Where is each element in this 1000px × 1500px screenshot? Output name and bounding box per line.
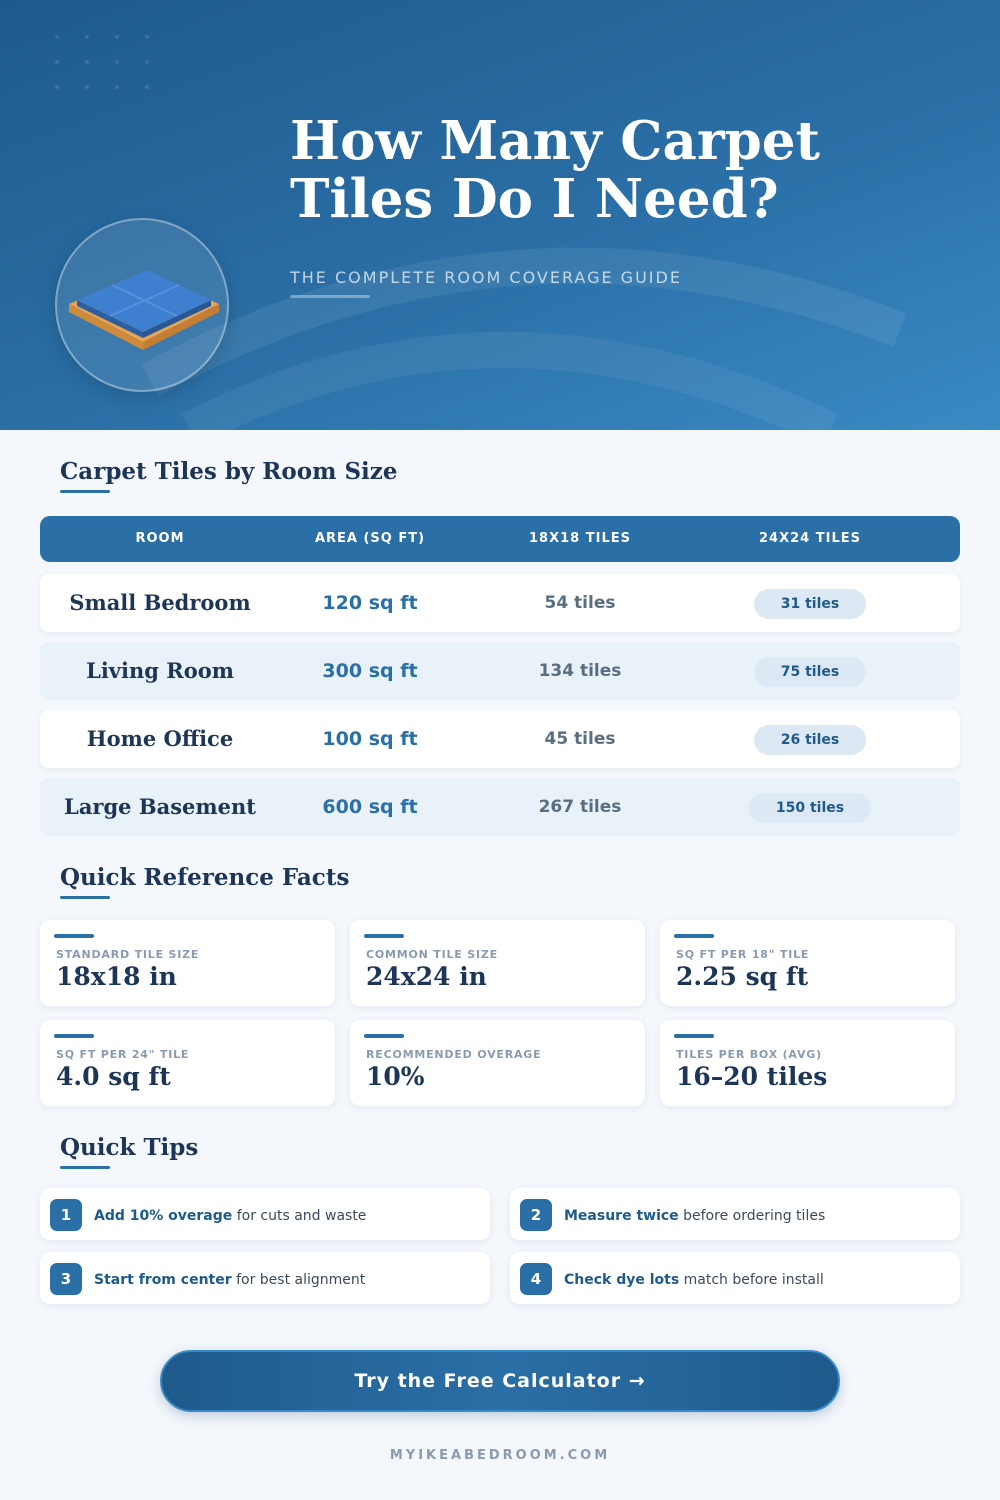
page-subtitle: THE COMPLETE ROOM COVERAGE GUIDE	[290, 268, 682, 287]
tip-emphasis: Check dye lots	[564, 1272, 680, 1288]
room-name: Living Room	[86, 658, 234, 683]
tiles-18x18: 45 tiles	[544, 729, 616, 749]
carpet-tile-icon	[57, 220, 231, 394]
tip-number: 1	[50, 1199, 82, 1231]
fact-label: TILES PER BOX (AVG)	[676, 1048, 822, 1061]
tip-text	[94, 1252, 365, 1304]
room-name: Home Office	[86, 726, 234, 751]
tip-rest: before ordering tiles	[678, 1208, 826, 1224]
tiles-18x18: 267 tiles	[538, 797, 622, 817]
tip-number: 2	[520, 1199, 552, 1231]
fact-value: 24x24 in	[366, 962, 487, 991]
fact-value: 10%	[366, 1062, 425, 1091]
hero-banner	[0, 0, 1000, 430]
fact-card	[350, 1020, 645, 1106]
room-area: 600 sq ft	[322, 796, 418, 818]
fact-card	[660, 1020, 955, 1106]
table-row	[40, 642, 960, 700]
subtitle-underline	[290, 295, 370, 298]
fact-accent-bar	[54, 934, 94, 938]
tip-rest: for cuts and waste	[232, 1208, 367, 1224]
tip-card	[40, 1252, 490, 1304]
fact-accent-bar	[54, 1034, 94, 1038]
tip-text	[564, 1252, 824, 1304]
tip-emphasis: Start from center	[94, 1272, 232, 1288]
tiles-24x24-badge: 26 tiles	[754, 725, 866, 755]
fact-label: SQ FT PER 24" TILE	[56, 1048, 190, 1061]
tip-rest: match before install	[679, 1272, 824, 1288]
room-name: Large Basement	[64, 794, 256, 819]
room-area: 300 sq ft	[322, 660, 418, 682]
table-row	[40, 574, 960, 632]
free-calculator-button[interactable]: Try the Free Calculator →	[160, 1350, 840, 1412]
tip-card	[40, 1188, 490, 1240]
header-room: ROOM	[135, 531, 185, 546]
fact-card	[350, 920, 645, 1006]
tip-number: 4	[520, 1263, 552, 1295]
table-row	[40, 710, 960, 768]
table-row	[40, 778, 960, 836]
tip-card	[510, 1188, 960, 1240]
table-header	[40, 516, 960, 562]
fact-value: 16–20 tiles	[676, 1062, 828, 1091]
table-section-title: Carpet Tiles by Room Size	[60, 458, 398, 485]
tip-emphasis: Add 10% overage	[94, 1208, 233, 1224]
facts-section-underline	[60, 896, 110, 899]
tip-card	[510, 1252, 960, 1304]
tips-section-underline	[60, 1166, 110, 1169]
fact-accent-bar	[674, 934, 714, 938]
tip-rest: for best alignment	[231, 1272, 366, 1288]
tips-section-title: Quick Tips	[60, 1134, 199, 1161]
tiles-24x24-badge: 31 tiles	[754, 589, 866, 619]
fact-card	[660, 920, 955, 1006]
carpet-tile-badge	[55, 218, 229, 392]
fact-value: 2.25 sq ft	[676, 962, 809, 991]
tiles-18x18: 134 tiles	[538, 661, 622, 681]
fact-label: RECOMMENDED OVERAGE	[366, 1048, 542, 1061]
tip-emphasis: Measure twice	[564, 1208, 679, 1224]
room-area: 120 sq ft	[322, 592, 418, 614]
room-name: Small Bedroom	[69, 590, 251, 615]
fact-card	[40, 1020, 335, 1106]
fact-value: 18x18 in	[56, 962, 177, 991]
fact-accent-bar	[364, 934, 404, 938]
tiles-18x18: 54 tiles	[544, 593, 616, 613]
tiles-24x24-badge: 150 tiles	[749, 793, 871, 823]
fact-accent-bar	[364, 1034, 404, 1038]
facts-section-title: Quick Reference Facts	[60, 864, 350, 891]
fact-value: 4.0 sq ft	[56, 1062, 171, 1091]
fact-accent-bar	[674, 1034, 714, 1038]
header-24x24: 24X24 TILES	[759, 531, 861, 546]
fact-label: COMMON TILE SIZE	[366, 948, 498, 961]
tiles-24x24-badge: 75 tiles	[754, 657, 866, 687]
tip-number: 3	[50, 1263, 82, 1295]
fact-label: STANDARD TILE SIZE	[56, 948, 200, 961]
header-18x18: 18X18 TILES	[529, 531, 631, 546]
header-area: AREA (SQ FT)	[314, 531, 426, 546]
table-section-underline	[60, 490, 110, 493]
footer-site-name: MYIKEABEDROOM.COM	[389, 1448, 611, 1463]
page-title: How Many Carpet Tiles Do I Need?	[290, 110, 820, 230]
tip-text	[564, 1188, 825, 1240]
room-area: 100 sq ft	[322, 728, 418, 750]
fact-label: SQ FT PER 18" TILE	[676, 948, 810, 961]
fact-card	[40, 920, 335, 1006]
tip-text	[94, 1188, 366, 1240]
